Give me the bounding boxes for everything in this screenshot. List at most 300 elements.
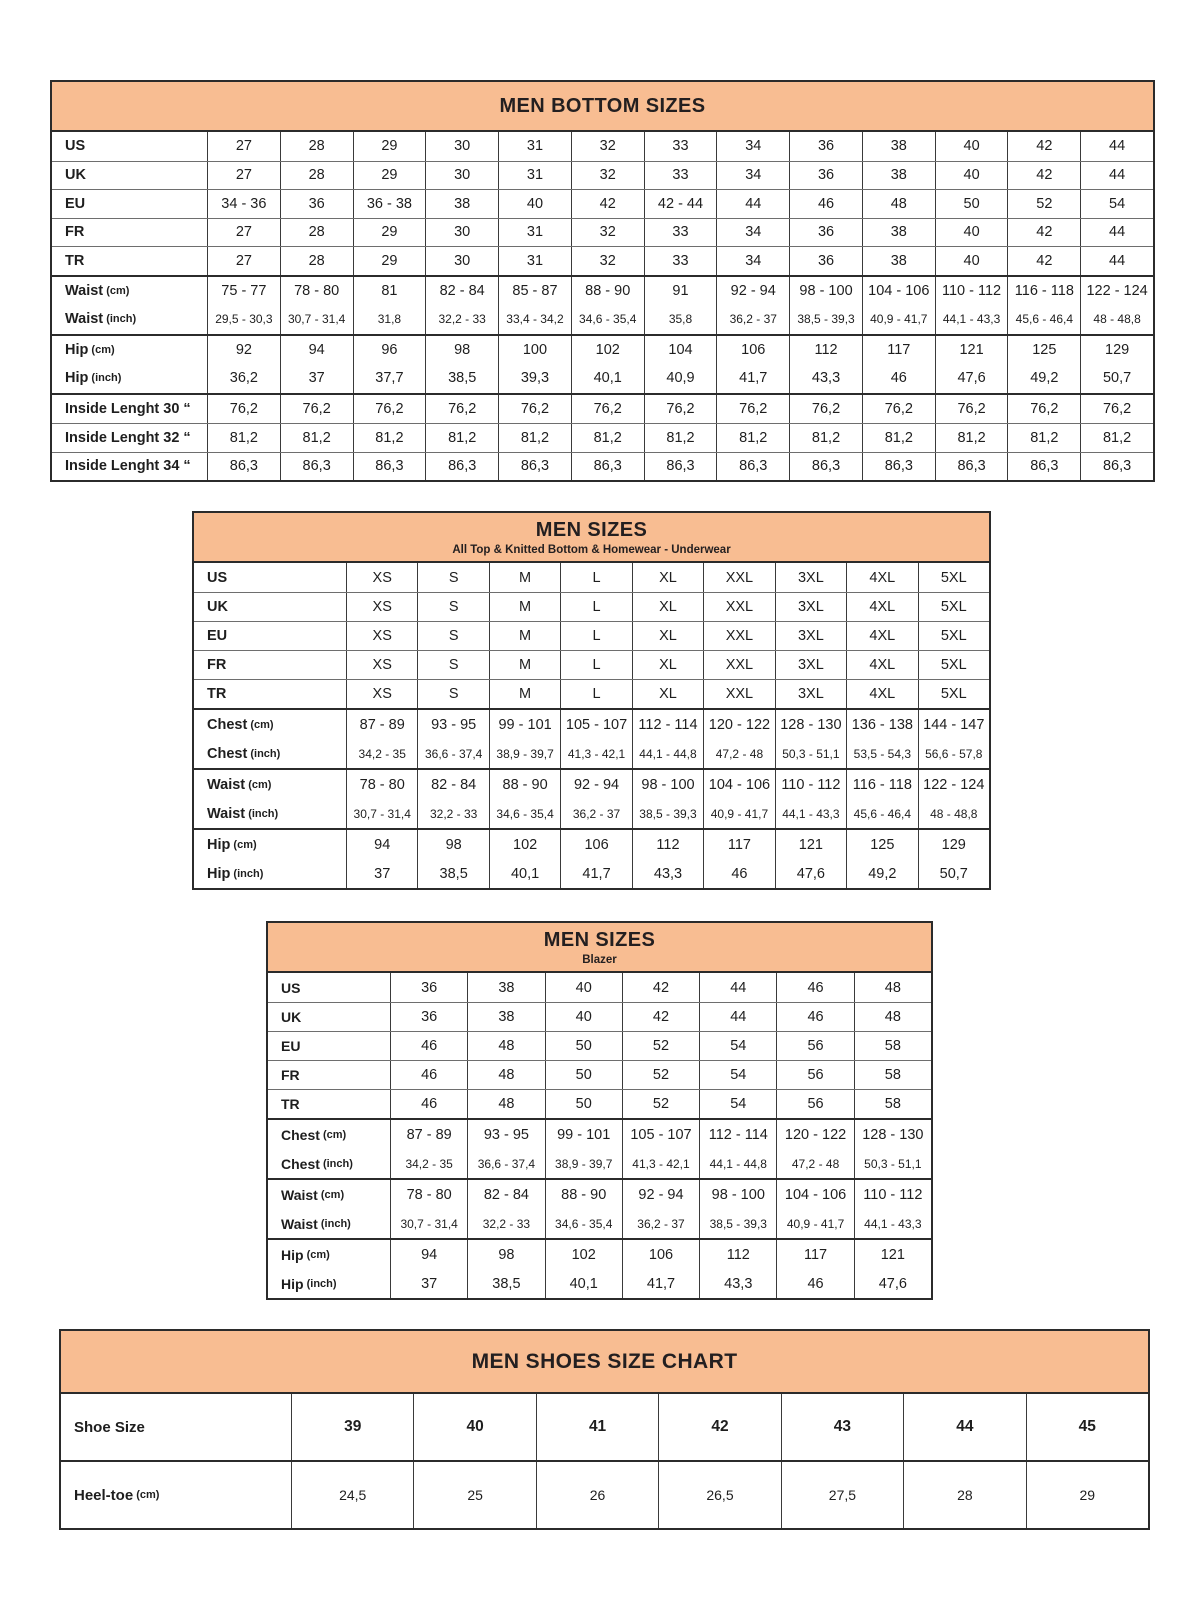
value-cell: 36: [789, 162, 862, 190]
value-cell: 42: [622, 1003, 699, 1031]
value-cell: 31: [498, 132, 571, 161]
value-cell: 38,5 - 39,3: [632, 799, 703, 828]
value-cell: 34: [716, 132, 789, 161]
table-body: [61, 1394, 1148, 1528]
value-cell: 38,5 - 39,3: [789, 305, 862, 334]
value-cell: 33: [644, 247, 717, 275]
value-cell: 45,6 - 46,4: [846, 799, 917, 828]
value-cell: 31: [498, 247, 571, 275]
value-cell: 56: [776, 1061, 853, 1089]
value-cell: M: [489, 593, 560, 621]
value-cell: 58: [854, 1061, 931, 1089]
table-row-waist-cm: [194, 770, 989, 799]
value-cell: 86,3: [353, 453, 426, 481]
value-cell: 44,1 - 44,8: [699, 1149, 776, 1178]
value-cell: 76,2: [280, 395, 353, 424]
value-cell: 81,2: [571, 424, 644, 452]
row-label-text: Chest: [207, 745, 248, 762]
value-cell: 121: [775, 830, 846, 859]
value-cell: 58: [854, 1090, 931, 1118]
value-cell: 98: [425, 336, 498, 365]
row-label-text: Hip: [65, 341, 89, 358]
value-cell: 30,7 - 31,4: [346, 799, 417, 828]
table-row-uk: [194, 592, 989, 621]
row-label: [268, 1003, 390, 1031]
row-label: [268, 1032, 390, 1060]
value-cell: 54: [699, 1061, 776, 1089]
value-cell: 81: [353, 277, 426, 306]
value-cell: 25: [413, 1462, 535, 1528]
row-label-unit: (cm): [103, 284, 130, 297]
international-sizes-section: [52, 132, 1153, 275]
value-cell: 82 - 84: [417, 770, 488, 799]
row-label: [268, 1209, 390, 1238]
value-cell: 36,2 - 37: [716, 305, 789, 334]
table-row-waist-inch: [194, 799, 989, 828]
value-cell: 76,2: [716, 395, 789, 424]
value-cell: 112 - 114: [632, 710, 703, 739]
row-label-text: Waist: [281, 1215, 318, 1232]
value-cell: 75 - 77: [207, 277, 280, 306]
row-label-text: Hip: [207, 836, 231, 853]
table-row-hip-inch: [268, 1269, 931, 1298]
value-cell: 41,7: [560, 859, 631, 888]
value-cell: 40: [935, 162, 1008, 190]
row-label-unit: (cm): [317, 1188, 345, 1201]
value-cell: 5XL: [918, 680, 989, 708]
value-cell: 44: [903, 1394, 1025, 1460]
value-cell: 76,2: [425, 395, 498, 424]
value-cell: 86,3: [571, 453, 644, 481]
table-row-hip-cm: [52, 336, 1153, 365]
value-cell: 31: [498, 219, 571, 247]
value-cell: 121: [854, 1240, 931, 1269]
inside-length-section: [52, 393, 1153, 481]
value-cell: 117: [703, 830, 774, 859]
value-cell: 42: [1007, 162, 1080, 190]
value-cell: 94: [390, 1240, 467, 1269]
value-cell: XXL: [703, 563, 774, 592]
value-cell: 34,2 - 35: [390, 1149, 467, 1178]
value-cell: 29: [353, 162, 426, 190]
value-cell: 40,9 - 41,7: [776, 1209, 853, 1238]
row-label: [52, 424, 207, 452]
value-cell: 3XL: [775, 593, 846, 621]
value-cell: 36: [789, 247, 862, 275]
value-cell: 4XL: [846, 622, 917, 650]
table-row-inside-lenght-30: [52, 395, 1153, 424]
row-label: [194, 799, 346, 828]
value-cell: 76,2: [498, 395, 571, 424]
value-cell: 47,6: [775, 859, 846, 888]
value-cell: 28: [280, 132, 353, 161]
value-cell: 46: [390, 1090, 467, 1118]
value-cell: 105 - 107: [560, 710, 631, 739]
row-label: [268, 1269, 390, 1298]
value-cell: 110 - 112: [775, 770, 846, 799]
row-label-text: Inside Lenght 30 “: [65, 400, 191, 417]
table-row-tr: [52, 246, 1153, 275]
value-cell: 49,2: [1007, 364, 1080, 393]
value-cell: 40,1: [489, 859, 560, 888]
value-cell: 36 - 38: [353, 190, 426, 218]
value-cell: 92 - 94: [560, 770, 631, 799]
value-cell: 37: [390, 1269, 467, 1298]
value-cell: 44: [1080, 247, 1153, 275]
value-cell: 78 - 80: [280, 277, 353, 306]
value-cell: 30,7 - 31,4: [280, 305, 353, 334]
value-cell: L: [560, 563, 631, 592]
value-cell: 48: [467, 1061, 544, 1089]
row-label-unit: (inch): [103, 313, 137, 326]
value-cell: 144 - 147: [918, 710, 989, 739]
value-cell: 87 - 89: [346, 710, 417, 739]
waist-section: [194, 768, 989, 828]
value-cell: 50,3 - 51,1: [775, 739, 846, 768]
value-cell: 53,5 - 54,3: [846, 739, 917, 768]
row-label: [268, 1240, 390, 1269]
row-label: [52, 453, 207, 481]
value-cell: 86,3: [425, 453, 498, 481]
row-label: [52, 305, 207, 334]
chest-section: [194, 708, 989, 768]
value-cell: 33: [644, 132, 717, 161]
value-cell: 110 - 112: [935, 277, 1008, 306]
value-cell: 34: [716, 219, 789, 247]
row-label-text: Inside Lenght 34 “: [65, 458, 191, 475]
row-label-unit: (inch): [303, 1277, 337, 1290]
value-cell: 81,2: [935, 424, 1008, 452]
value-cell: 34: [716, 162, 789, 190]
row-label-text: US: [65, 138, 86, 155]
table-row-waist-cm: [268, 1180, 931, 1209]
table-body: [52, 132, 1153, 480]
value-cell: 44,1 - 43,3: [854, 1209, 931, 1238]
value-cell: XS: [346, 680, 417, 708]
row-label-text: Waist: [207, 805, 246, 822]
value-cell: 94: [346, 830, 417, 859]
value-cell: 29,5 - 30,3: [207, 305, 280, 334]
row-label-unit: (inch): [319, 1157, 353, 1170]
row-label-text: FR: [207, 657, 227, 673]
table-row-tr: [268, 1089, 931, 1118]
value-cell: XS: [346, 651, 417, 679]
row-label: [194, 830, 346, 859]
value-cell: 58: [854, 1032, 931, 1060]
row-label-text: Hip: [65, 370, 89, 387]
value-cell: 38,5: [467, 1269, 544, 1298]
value-cell: S: [417, 622, 488, 650]
row-label-text: TR: [65, 252, 85, 269]
value-cell: 4XL: [846, 680, 917, 708]
value-cell: 99 - 101: [489, 710, 560, 739]
value-cell: 32: [571, 219, 644, 247]
value-cell: 34,2 - 35: [346, 739, 417, 768]
value-cell: 47,2 - 48: [776, 1149, 853, 1178]
value-cell: 32,2 - 33: [425, 305, 498, 334]
value-cell: 37: [280, 364, 353, 393]
value-cell: 52: [1007, 190, 1080, 218]
row-label-unit: (inch): [88, 372, 122, 385]
table-header: [52, 82, 1153, 132]
value-cell: 44: [1080, 219, 1153, 247]
value-cell: 46: [703, 859, 774, 888]
table-row-fr: [52, 218, 1153, 247]
table-row-heel-toe-cm: [61, 1462, 1148, 1528]
value-cell: 76,2: [571, 395, 644, 424]
value-cell: 76,2: [862, 395, 935, 424]
value-cell: XL: [632, 593, 703, 621]
waist-section: [268, 1178, 931, 1238]
value-cell: 104: [644, 336, 717, 365]
value-cell: L: [560, 593, 631, 621]
value-cell: 40: [935, 132, 1008, 161]
value-cell: 112: [789, 336, 862, 365]
table-row-eu: [52, 189, 1153, 218]
value-cell: 5XL: [918, 563, 989, 592]
value-cell: 34: [716, 247, 789, 275]
value-cell: 3XL: [775, 622, 846, 650]
value-cell: S: [417, 563, 488, 592]
value-cell: 36,6 - 37,4: [467, 1149, 544, 1178]
value-cell: 91: [644, 277, 717, 306]
table-row-waist-inch: [268, 1209, 931, 1238]
value-cell: 44,1 - 43,3: [935, 305, 1008, 334]
row-label-text: US: [207, 569, 228, 586]
value-cell: 47,2 - 48: [703, 739, 774, 768]
shoe-size-section: [61, 1394, 1148, 1460]
value-cell: 76,2: [1007, 395, 1080, 424]
value-cell: 54: [1080, 190, 1153, 218]
value-cell: 42 - 44: [644, 190, 717, 218]
value-cell: 81,2: [644, 424, 717, 452]
value-cell: 32: [571, 162, 644, 190]
value-cell: 128 - 130: [854, 1120, 931, 1149]
value-cell: 30,7 - 31,4: [390, 1209, 467, 1238]
value-cell: 41,3 - 42,1: [560, 739, 631, 768]
row-label-unit: (cm): [247, 718, 274, 731]
value-cell: 29: [353, 132, 426, 161]
table-row-inside-lenght-32: [52, 423, 1153, 452]
value-cell: 104 - 106: [703, 770, 774, 799]
row-label: [52, 395, 207, 424]
value-cell: 48: [854, 973, 931, 1002]
value-cell: 36: [789, 219, 862, 247]
value-cell: 41,7: [622, 1269, 699, 1298]
value-cell: 33,4 - 34,2: [498, 305, 571, 334]
value-cell: 86,3: [644, 453, 717, 481]
table-title: MEN SIZES: [535, 518, 648, 541]
value-cell: 34,6 - 35,4: [489, 799, 560, 828]
row-label-text: UK: [281, 1009, 302, 1025]
value-cell: 112: [699, 1240, 776, 1269]
value-cell: 38: [862, 247, 935, 275]
value-cell: XL: [632, 680, 703, 708]
value-cell: 81,2: [716, 424, 789, 452]
value-cell: 28: [903, 1462, 1025, 1528]
value-cell: 28: [280, 247, 353, 275]
value-cell: 44: [699, 1003, 776, 1031]
value-cell: 32,2 - 33: [467, 1209, 544, 1238]
value-cell: 38: [862, 219, 935, 247]
value-cell: 46: [390, 1061, 467, 1089]
table-row-hip-cm: [194, 830, 989, 859]
value-cell: 44: [1080, 132, 1153, 161]
value-cell: 39: [291, 1394, 413, 1460]
waist-section: [52, 275, 1153, 334]
value-cell: 86,3: [862, 453, 935, 481]
row-label: [61, 1462, 291, 1528]
value-cell: 46: [789, 190, 862, 218]
value-cell: 5XL: [918, 651, 989, 679]
value-cell: 86,3: [716, 453, 789, 481]
value-cell: 106: [716, 336, 789, 365]
value-cell: 38,5: [425, 364, 498, 393]
value-cell: 86,3: [789, 453, 862, 481]
row-label: [194, 739, 346, 768]
value-cell: 40,9 - 41,7: [703, 799, 774, 828]
value-cell: 30: [425, 219, 498, 247]
row-label-text: Waist: [65, 282, 104, 299]
value-cell: M: [489, 563, 560, 592]
row-label: [52, 364, 207, 393]
value-cell: 48: [467, 1032, 544, 1060]
hip-section: [268, 1238, 931, 1298]
table-row-fr: [268, 1060, 931, 1089]
value-cell: L: [560, 651, 631, 679]
value-cell: 3XL: [775, 680, 846, 708]
row-label-unit: (inch): [230, 867, 264, 880]
value-cell: 46: [776, 1269, 853, 1298]
value-cell: 54: [699, 1032, 776, 1060]
value-cell: 86,3: [207, 453, 280, 481]
value-cell: 50: [935, 190, 1008, 218]
value-cell: 76,2: [789, 395, 862, 424]
row-label-text: EU: [65, 195, 86, 212]
value-cell: 47,6: [854, 1269, 931, 1298]
row-label-unit: (cm): [245, 778, 272, 791]
value-cell: 48 - 48,8: [1080, 305, 1153, 334]
value-cell: 26,5: [658, 1462, 780, 1528]
value-cell: 43,3: [789, 364, 862, 393]
value-cell: 4XL: [846, 563, 917, 592]
row-label-text: EU: [207, 628, 228, 644]
value-cell: 36: [280, 190, 353, 218]
table-row-fr: [194, 650, 989, 679]
row-label: [194, 859, 346, 888]
row-label-text: Hip: [281, 1275, 304, 1292]
value-cell: 104 - 106: [776, 1180, 853, 1209]
table-row-chest-inch: [194, 739, 989, 768]
table-row-uk: [268, 1002, 931, 1031]
value-cell: 30: [425, 162, 498, 190]
hip-section: [194, 828, 989, 888]
value-cell: 44: [1080, 162, 1153, 190]
value-cell: 39,3: [498, 364, 571, 393]
value-cell: 112: [632, 830, 703, 859]
value-cell: 31,8: [353, 305, 426, 334]
value-cell: 86,3: [280, 453, 353, 481]
value-cell: 40: [545, 973, 622, 1002]
value-cell: XXL: [703, 622, 774, 650]
value-cell: 116 - 118: [846, 770, 917, 799]
value-cell: 42: [1007, 219, 1080, 247]
value-cell: 86,3: [1080, 453, 1153, 481]
value-cell: 50,7: [918, 859, 989, 888]
value-cell: M: [489, 680, 560, 708]
value-cell: 125: [846, 830, 917, 859]
value-cell: 38: [425, 190, 498, 218]
row-label: [194, 680, 346, 708]
row-label: [268, 973, 390, 1002]
value-cell: 81,2: [498, 424, 571, 452]
row-label: [52, 162, 207, 190]
value-cell: 120 - 122: [776, 1120, 853, 1149]
international-sizes-section: [194, 563, 989, 708]
row-label-unit: (inch): [247, 747, 281, 760]
row-label: [194, 770, 346, 799]
value-cell: 128 - 130: [775, 710, 846, 739]
row-label: [52, 132, 207, 161]
value-cell: 81,2: [862, 424, 935, 452]
row-label: [194, 710, 346, 739]
value-cell: 88 - 90: [545, 1180, 622, 1209]
value-cell: 33: [644, 219, 717, 247]
value-cell: 44: [699, 973, 776, 1002]
value-cell: 40: [498, 190, 571, 218]
value-cell: 36,2 - 37: [560, 799, 631, 828]
table-row-eu: [268, 1031, 931, 1060]
row-label-unit: (inch): [245, 807, 279, 820]
value-cell: 46: [862, 364, 935, 393]
value-cell: 46: [390, 1032, 467, 1060]
value-cell: 105 - 107: [622, 1120, 699, 1149]
value-cell: 93 - 95: [467, 1120, 544, 1149]
value-cell: 41: [536, 1394, 658, 1460]
value-cell: 136 - 138: [846, 710, 917, 739]
row-label: [52, 277, 207, 306]
table-subtitle: All Top & Knitted Bottom & Homewear - Underwear: [452, 543, 731, 556]
value-cell: 46: [776, 1003, 853, 1031]
row-label: [268, 1149, 390, 1178]
value-cell: 42: [658, 1394, 780, 1460]
value-cell: 40: [935, 247, 1008, 275]
value-cell: 116 - 118: [1007, 277, 1080, 306]
value-cell: 98 - 100: [789, 277, 862, 306]
value-cell: M: [489, 651, 560, 679]
value-cell: 37,7: [353, 364, 426, 393]
value-cell: 38,9 - 39,7: [545, 1149, 622, 1178]
value-cell: 92 - 94: [716, 277, 789, 306]
row-label-text: Hip: [281, 1246, 304, 1263]
value-cell: 122 - 124: [1080, 277, 1153, 306]
value-cell: 27: [207, 162, 280, 190]
table-title: MEN BOTTOM SIZES: [499, 94, 706, 117]
value-cell: 28: [280, 162, 353, 190]
row-label: [52, 336, 207, 365]
value-cell: 49,2: [846, 859, 917, 888]
value-cell: 43,3: [699, 1269, 776, 1298]
value-cell: 30: [425, 132, 498, 161]
value-cell: 50,7: [1080, 364, 1153, 393]
heel-toe-section: [61, 1460, 1148, 1528]
row-label: [194, 622, 346, 650]
value-cell: 36,6 - 37,4: [417, 739, 488, 768]
row-label-unit: (cm): [133, 1489, 160, 1501]
table-header: [61, 1331, 1148, 1394]
table-row-chest-cm: [268, 1120, 931, 1149]
value-cell: 38,5 - 39,3: [699, 1209, 776, 1238]
